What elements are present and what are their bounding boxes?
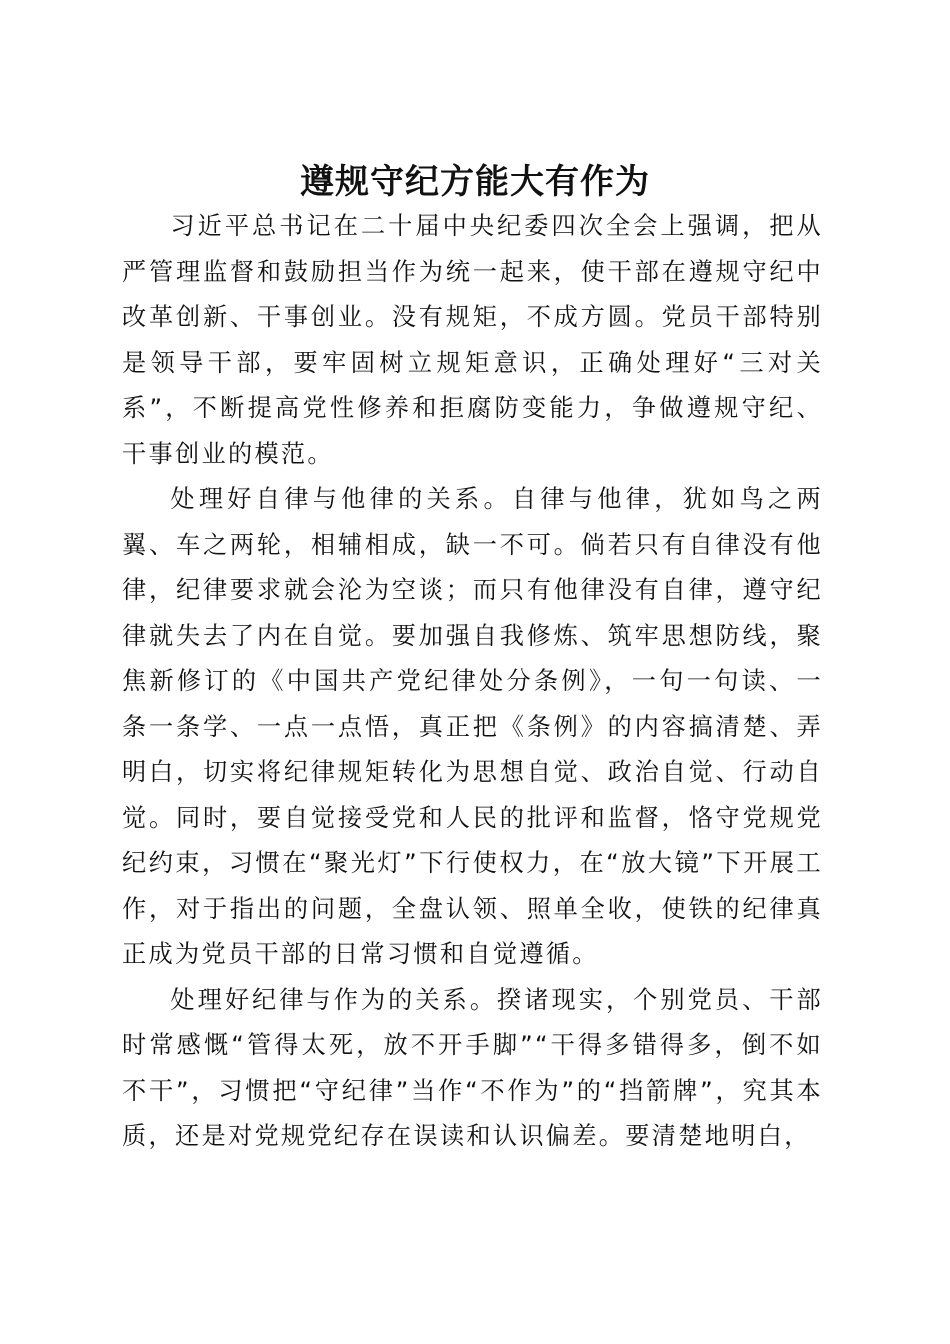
- paragraph-self-discipline: 处理好自律与他律的关系。自律与他律，犹如鸟之两翼、车之两轮，相辅相成，缺一不可。倘若只有自律没有他律，纪律要求就会沦为空谈；而只有他律没有自律，遵守纪律就失去了内在自觉。要加强自我修炼、筑牢思想防线，聚焦新修订的《中国共产党纪律处分条例》，一句一句读、一条一条学、一点一点悟，真正把《条例》的内容搞清楚、弄明白，切实将纪律规矩转化为思想自觉、政治自觉、行动自觉。同时，要自觉接受党和人民的批评和监督，恪守党规党纪约束，习惯在“聚光灯”下行使权力，在“放大镜”下开展工作，对于指出的问题，全盘认领、照单全收，使铁的纪律真正成为党员干部的日常习惯和自觉遵循。: [122, 485, 823, 968]
- paragraph-intro: 习近平总书记在二十届中央纪委四次全会上强调，把从严管理监督和鼓励担当作为统一起来，使干部在遵规守纪中改革创新、干事创业。没有规矩，不成方圆。党员干部特别是领导干部，要牢固树立规矩意识，正确处理好“三对关系”，不断提高党性修养和拒腐防变能力，争做遵规守纪、干事创业的模范。: [122, 212, 823, 468]
- document-title: 遵规守纪方能大有作为: [300, 161, 650, 202]
- paragraph-discipline-and-action: 处理好纪律与作为的关系。揆诸现实，个别党员、干部时常感慨“管得太死，放不开手脚”“干得多错得多，倒不如不干”，习惯把“守纪律”当作“不作为”的“挡箭牌”，究其本质，还是对党规党纪存在误读和认识偏差。要清楚地明白，: [122, 985, 823, 1150]
- document-body: [122, 204, 823, 1160]
